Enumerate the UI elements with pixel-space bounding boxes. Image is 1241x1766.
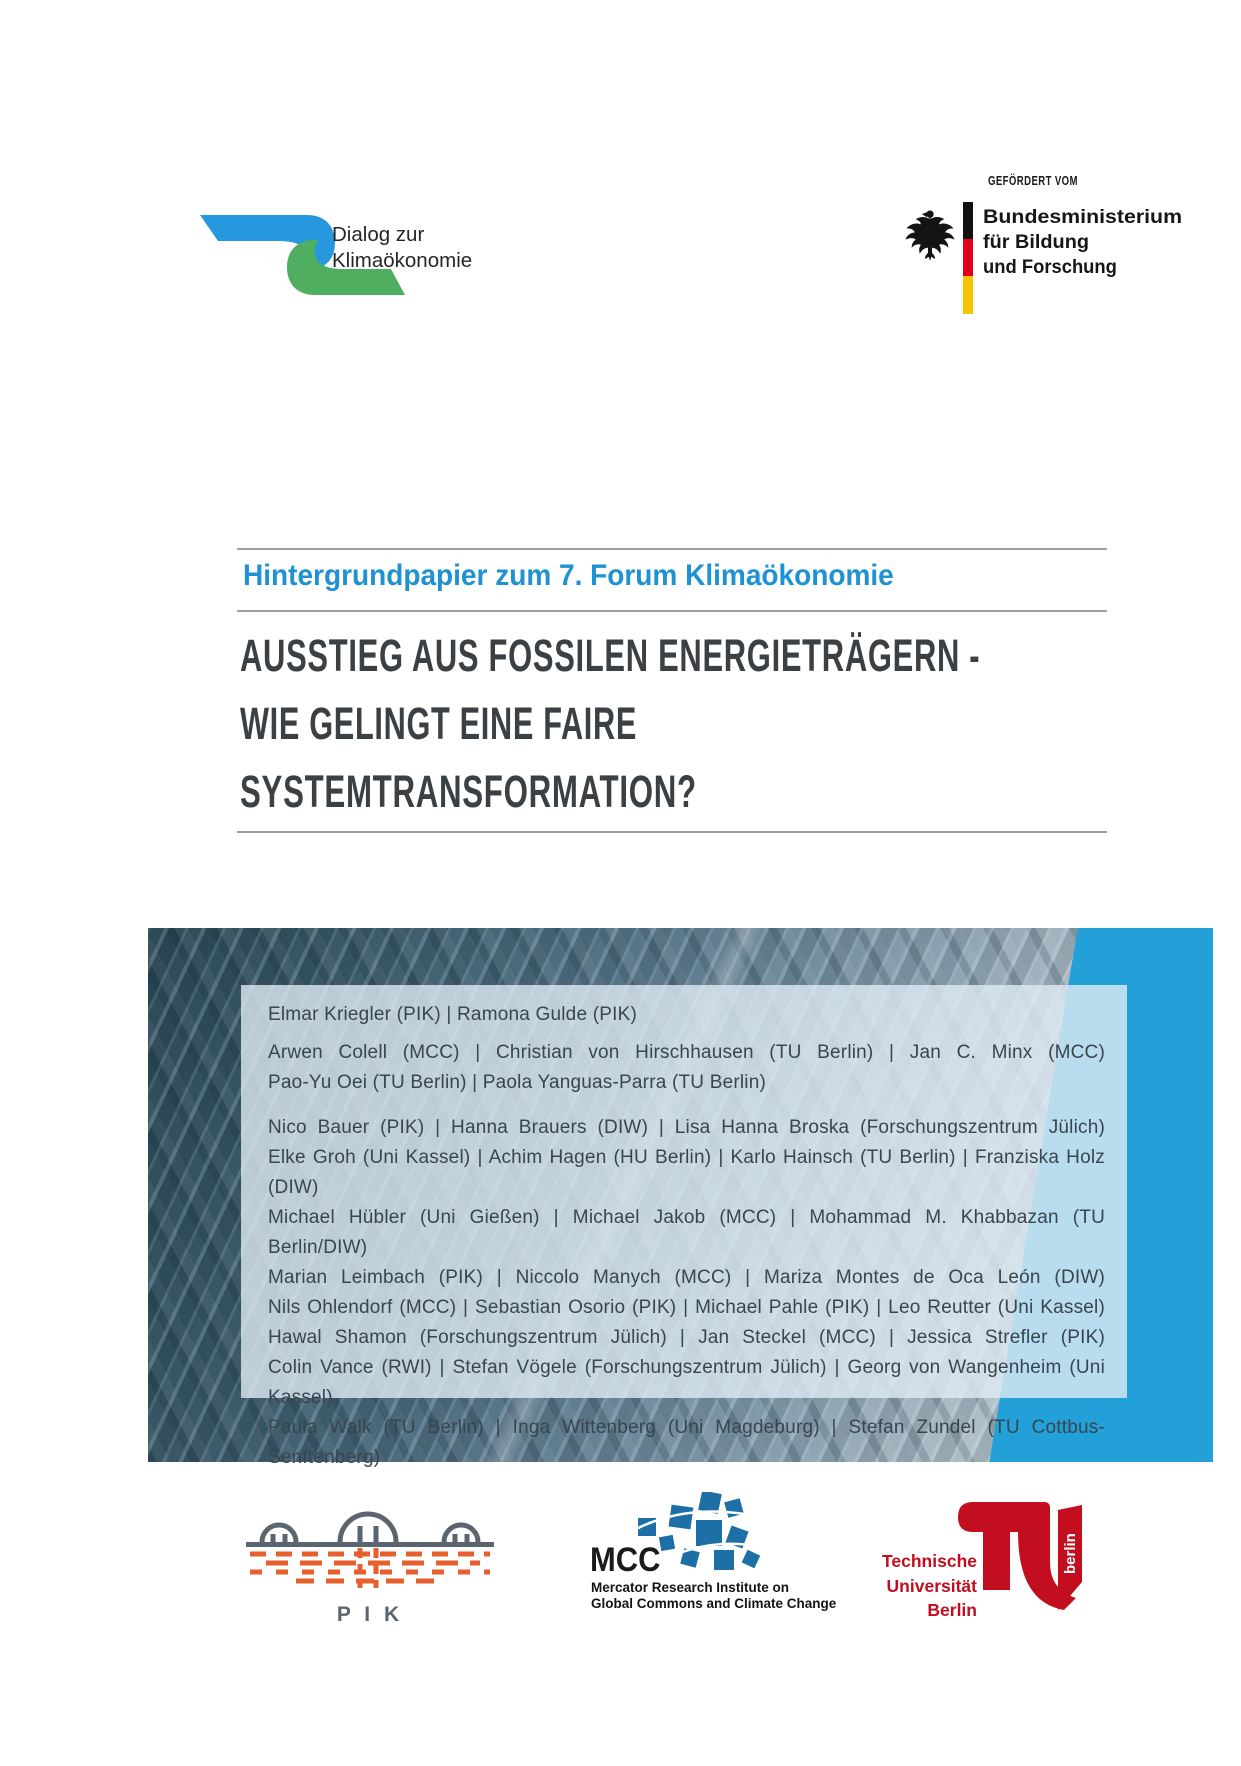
funded-by-text: GEFÖRDERT VOM [988,174,1078,188]
author-line: Hawal Shamon (Forschungszentrum Jülich) | Jan Steckel (MCC) | Jessica Strefler (PIK) [268,1327,1105,1348]
author-line: Nils Ohlendorf (MCC) | Sebastian Osorio (PIK) | Michael Pahle (PIK) | Leo Reutter (Uni Kassel) [268,1297,1105,1318]
divider-top [237,548,1107,550]
title-line1: AUSSTIEG AUS FOSSILEN ENERGIETRÄGERN - [240,630,981,681]
pik-label: P I K [336,1603,404,1626]
title-line2: WIE GELINGT EINE FAIRE [240,698,638,749]
kicker-text: Hintergrundpapier zum 7. Forum Klimaökonomie [243,559,894,592]
mcc-logo [590,1541,667,1580]
pik-domes-icon [240,1502,500,1594]
divider-bottom [237,831,1107,833]
author-line: Pao-Yu Oei (TU Berlin) | Paola Yanguas-Parra (TU Berlin) [268,1072,767,1093]
author-line: Marian Leimbach (PIK) | Niccolo Manych (MCC) | Mariza Montes de Oca León (DIW) [268,1267,1105,1288]
authors-panel [241,985,1127,1468]
bmbf-eagle-icon [903,206,957,262]
kicker-heading [243,559,940,593]
ministry-line1: Bundesministerium [983,206,1183,228]
ministry-wordmark [983,205,1183,280]
ministry-line3: und Forschung [983,256,1117,278]
author-line: Elke Groh (Uni Kassel) | Achim Hagen (HU Berlin) | Karlo Hainsch (TU Berlin) | Franziska Holz (DIW) [268,1147,1105,1198]
mcc-subtitle [591,1580,836,1611]
dialog-logo-line2: Klimaökonomie [332,249,473,272]
mcc-subtitle-line1: Mercator Research Institute on [591,1580,790,1595]
ministry-line2: für Bildung [983,231,1089,253]
author-line: Colin Vance (RWI) | Stefan Vögele (Forschungszentrum Jülich) | Georg von Wangenheim (Uni Kassel) [268,1357,1105,1408]
author-line: Paula Walk (TU Berlin) | Inga Wittenberg (Uni Magdeburg) | Stefan Zundel (TU Cottbus-Senftenberg) [268,1417,1105,1468]
dialog-logo-line1: Dialog zur [332,223,425,246]
author-line: Arwen Colell (MCC) | Christian von Hirschhausen (TU Berlin) | Jan C. Minx (MCC) [268,1042,1105,1063]
funded-by-label [988,174,1105,188]
tu-name-line2: Universität [886,1575,977,1596]
tu-berlin-mark-icon [958,1502,1082,1612]
divider-middle [237,610,1107,612]
tu-name-line1: Technische [882,1551,977,1571]
tu-mark-vertical-text: berlin [1062,1533,1079,1574]
flag-gold [963,276,973,314]
author-line: Elmar Kriegler (PIK) | Ramona Gulde (PIK) [268,1004,637,1025]
mcc-name-text: MCC [590,1541,661,1579]
flag-black [963,202,973,239]
cover-image-band [148,928,1213,1468]
tu-name-line3: Berlin [927,1600,977,1620]
author-line: Nico Bauer (PIK) | Hanna Brauers (DIW) | Lisa Hanna Broska (Forschungszentrum Jülich) [268,1117,1105,1138]
dialog-klimaoekonomie-logo [195,208,495,318]
bmbf-flag-stripe [963,202,973,314]
mcc-subtitle-line2: Global Commons and Climate Change [591,1595,837,1611]
pik-logo [240,1502,500,1627]
title-line3: SYSTEMTRANSFORMATION? [240,766,697,817]
author-line: Michael Hübler (Uni Gießen) | Michael Jakob (MCC) | Mohammad M. Khabbazan (TU Berlin/DIW) [268,1207,1105,1258]
page-title [240,622,1241,826]
flag-red [963,239,973,276]
dialog-logo-wordmark [332,222,472,274]
